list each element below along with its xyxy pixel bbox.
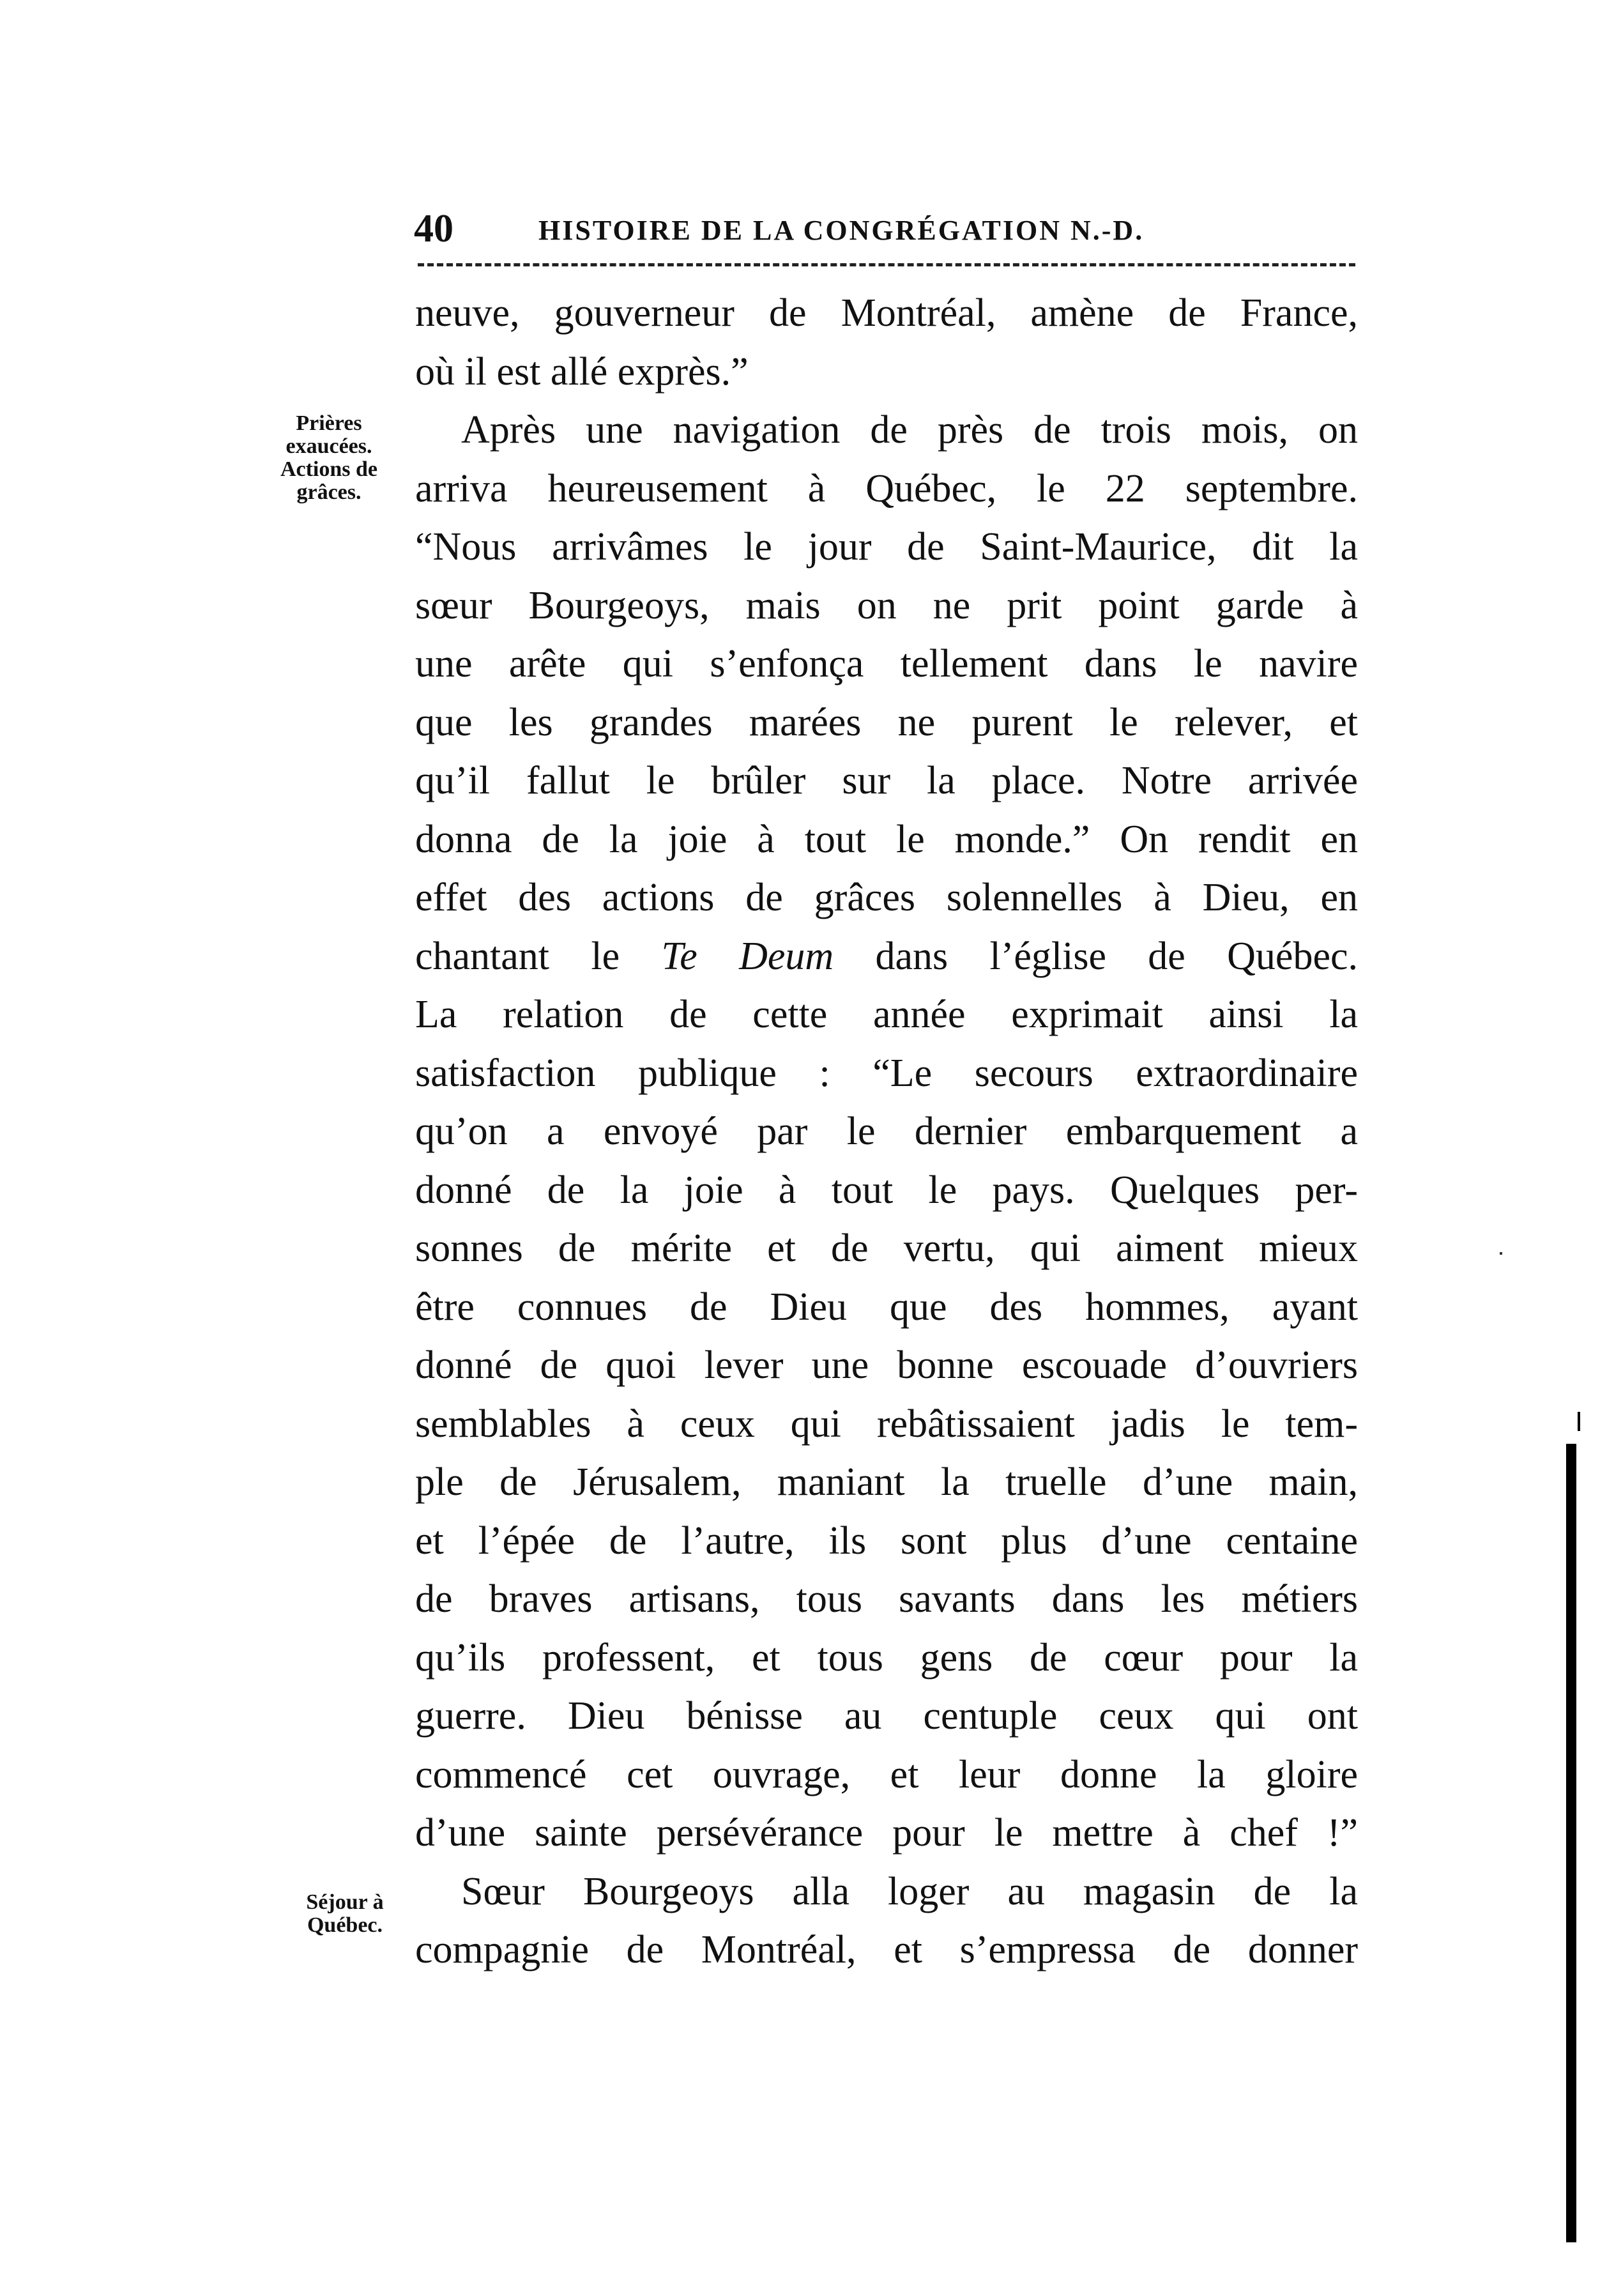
- text-line: qu’il fallut le brûler sur la place. Notre arrivée: [415, 759, 1358, 802]
- running-title: HISTOIRE DE LA CONGRÉGATION N.-D.: [538, 215, 1145, 246]
- text-line: effet des actions de grâces solennelles à Dieu, en: [415, 876, 1358, 919]
- text-line: chantant le Te Deum dans l’église de Québec.: [415, 934, 1358, 978]
- sidenote-line: grâces.: [296, 480, 362, 504]
- text-line: Sœur Bourgeoys alla loger au magasin de la: [461, 1869, 1358, 1913]
- text-line: satisfaction publique : “Le secours extraordinaire: [415, 1051, 1358, 1095]
- running-head: [414, 203, 1352, 254]
- text-line: une arête qui s’enfonça tellement dans le navire: [415, 642, 1358, 685]
- scan-edge-bar: [1566, 1444, 1576, 2242]
- text-line: de braves artisans, tous savants dans les métiers: [415, 1577, 1358, 1621]
- text-line: sonnes de mérite et de vertu, qui aiment mieux: [415, 1227, 1358, 1270]
- sidenote-line: Actions de: [280, 457, 378, 481]
- text-line: d’une sainte persévérance pour le mettre à chef !”: [415, 1811, 1358, 1855]
- text-line: semblables à ceux qui rebâtissaient jadis le tem-: [415, 1402, 1358, 1446]
- text-line: donné de quoi lever une bonne escouade d’ouvriers: [415, 1343, 1358, 1387]
- text-line: ple de Jérusalem, maniant la truelle d’une main,: [415, 1460, 1358, 1504]
- italic-te-deum: Te Deum: [661, 934, 834, 978]
- scan-edge-mark: [1578, 1412, 1580, 1431]
- page-number: 40: [414, 207, 453, 250]
- text-line: arriva heureusement à Québec, le 22 septembre.: [415, 466, 1358, 510]
- text-line: neuve, gouverneur de Montréal, amène de France,: [415, 291, 1358, 335]
- text-line: qu’ils professent, et tous gens de cœur pour la: [415, 1635, 1358, 1680]
- text-line: donna de la joie à tout le monde.” On rendit en: [415, 817, 1358, 861]
- scan-speck: [1500, 1252, 1502, 1255]
- text-line: Après une navigation de près de trois mois, on: [461, 408, 1358, 452]
- text-line: commencé cet ouvrage, et leur donne la gloire: [415, 1752, 1358, 1796]
- sidenote-sejour: [281, 1891, 409, 1937]
- text-line: qu’on a envoyé par le dernier embarquement a: [415, 1110, 1358, 1153]
- text-line: La relation de cette année exprimait ainsi la: [415, 993, 1358, 1036]
- sidenote-line: Séjour à: [306, 1890, 384, 1914]
- sidenote-line: Prières: [296, 411, 362, 435]
- sidenote-line: exaucées.: [286, 434, 372, 458]
- text-line: où il est allé exprès.”: [415, 349, 749, 394]
- text-line: “Nous arrivâmes le jour de Saint-Maurice, dit la: [415, 525, 1358, 569]
- text-line: être connues de Dieu que des hommes, ayant: [415, 1285, 1358, 1329]
- body-text: [415, 284, 1358, 1980]
- text-line: et l’épée de l’autre, ils sont plus d’une centaine: [415, 1519, 1358, 1563]
- header-rule: [418, 263, 1355, 266]
- text-line: guerre. Dieu bénisse au centuple ceux qui ont: [415, 1694, 1358, 1738]
- text-line: donné de la joie à tout le pays. Quelques per-: [415, 1168, 1358, 1212]
- text-line: compagnie de Montréal, et s’empressa de donner: [415, 1928, 1358, 1971]
- text-line: sœur Bourgeoys, mais on ne prit point garde à: [415, 583, 1358, 627]
- sidenote-prieres: [252, 412, 406, 504]
- text-line: que les grandes marées ne purent le relever, et: [415, 700, 1358, 744]
- sidenote-line: Québec.: [307, 1913, 383, 1937]
